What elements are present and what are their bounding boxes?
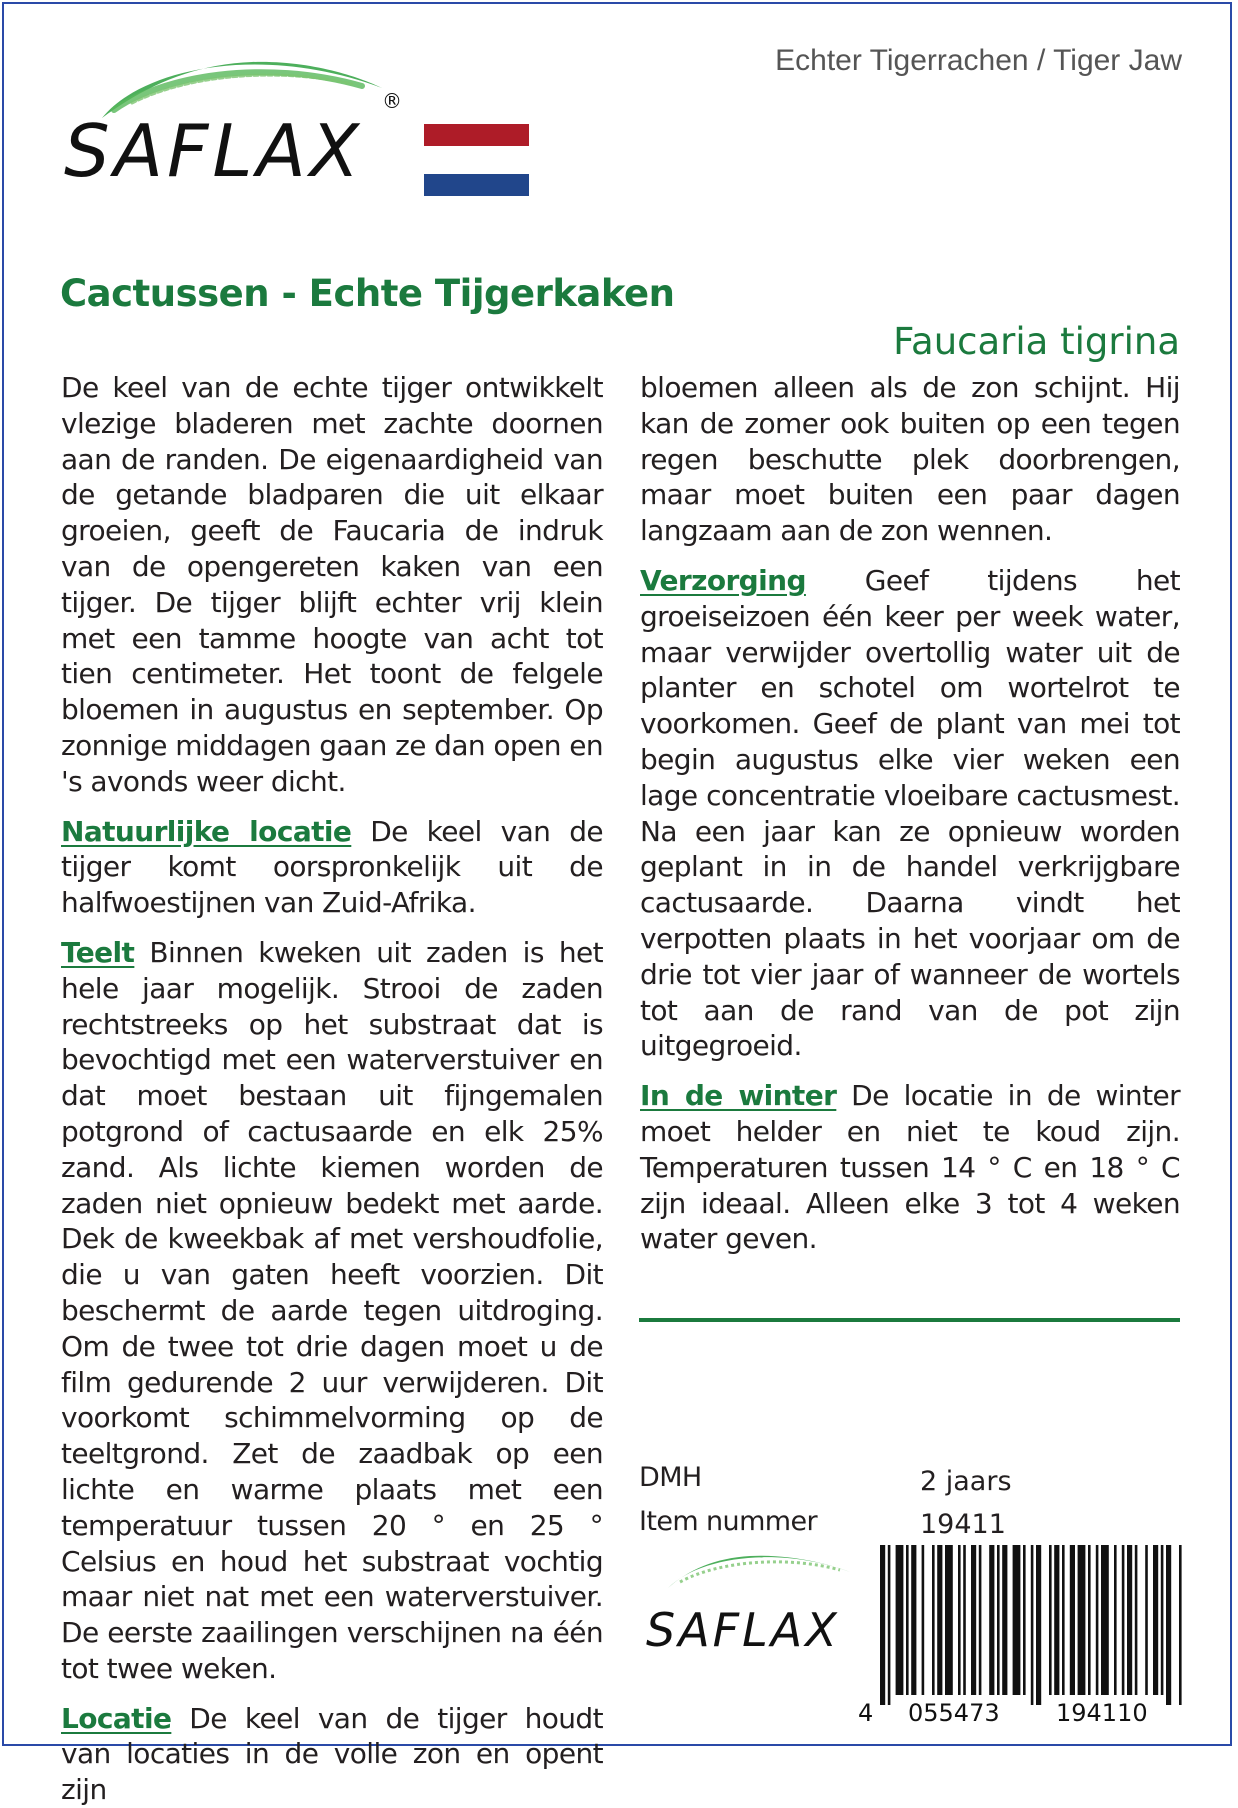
barcode-group-1: 055473	[908, 1699, 1000, 1727]
page-title: Cactussen - Echte Tijgerkaken	[60, 272, 675, 315]
left-column	[61, 370, 603, 1807]
registered-mark: ®	[382, 89, 402, 113]
barcode-bar	[1036, 1545, 1041, 1705]
natural-location-title: Natuurlijke locatie	[61, 814, 352, 848]
latin-name: Faucaria tigrina	[893, 320, 1180, 363]
locatie-text: De keel van de tijger houdt van locaties in de volle zon en opent zijn	[61, 1701, 603, 1807]
right-column	[640, 370, 1180, 1271]
intro-paragraph: De keel van de echte tijger ontwikkelt vlezige bladeren met zachte doornen aan de randen. De eigenaardigheid van de getande bladparen die uit elkaar groeien, geeft de Faucaria de indruk van de opengereten kaken van een tijger. De tijger blijft echter vrij klein met een tamme hoogte van acht tot tien centimeter. Het toont de felgele bloemen in augustus en september. Op zonnige middagen gaan ze dan open en 's avonds weer dicht.	[61, 371, 603, 798]
dmh-label: DMH	[639, 1462, 702, 1493]
natural-location-paragraph	[61, 814, 603, 921]
teelt-paragraph	[61, 935, 603, 1687]
barcode-bar	[1031, 1545, 1034, 1705]
teelt-title: Teelt	[61, 935, 135, 969]
verzorging-paragraph	[640, 563, 1180, 1064]
verzorging-text: Geef tijdens het groeiseizoen één keer per week water, maar verwijder overtollig water uit de planter en schotel om wortelrot te voorkomen. Geef de plant van mei tot begin augustus elke vier weken een lage concentratie vloeibare cactusmest. Na een jaar kan ze opnieuw worden geplant in in de handel verkrijgbare cactusaarde. Daarna vindt het verpotten plaats in het voorjaar om de drie tot vier jaar of wanneer de wortels tot aan de rand van de pot zijn uitgegroeid.	[640, 563, 1180, 1063]
barcode-bar	[1002, 1545, 1007, 1695]
barcode-bar	[1145, 1545, 1148, 1695]
barcode-bar	[979, 1545, 982, 1695]
barcode-bar	[1122, 1545, 1125, 1695]
verzorging-title: Verzorging	[640, 563, 806, 597]
barcode-bar	[1127, 1545, 1132, 1695]
barcode-bar	[1161, 1545, 1164, 1695]
barcode-bar	[1070, 1545, 1075, 1695]
winter-text: De locatie in de winter moet helder en niet te koud zijn. Temperaturen tussen 14 ° C en 18 ° C zijn ideaal. Alleen elke 3 tot 4 weken water geven.	[640, 1079, 1180, 1256]
barcode-bar	[1153, 1545, 1158, 1695]
barcode-bar	[1013, 1545, 1021, 1695]
barcode-bar	[1088, 1545, 1091, 1695]
locatie-continued: bloemen alleen als de zon schijnt. Hij kan de zomer ook buiten op een tegen regen beschutte plek doorbrengen, maar moet buiten een paar dagen langzaam aan de zon wennen.	[640, 371, 1180, 548]
barcode-bar	[922, 1545, 925, 1695]
barcode-bar	[989, 1545, 994, 1695]
barcode-bar	[1054, 1545, 1059, 1695]
natural-location-text: De keel van de tijger komt oorspronkelijk uit de halfwoestijnen van Zuid-Afrika.	[61, 814, 603, 920]
barcode-bar	[971, 1545, 976, 1695]
winter-paragraph	[640, 1078, 1180, 1257]
barcode-bar	[1078, 1545, 1086, 1695]
saflax-logo-small	[640, 1548, 860, 1658]
barcode-bar	[958, 1545, 961, 1695]
barcode-bar	[1166, 1545, 1171, 1705]
locatie-paragraph	[61, 1701, 603, 1808]
saflax-logo	[62, 48, 422, 198]
barcode-bar	[932, 1545, 935, 1695]
barcode-bar	[911, 1545, 916, 1695]
brand-text-small: SAFLAX	[646, 1603, 840, 1657]
item-number-label: Item nummer	[639, 1506, 817, 1537]
product-title: Echter Tigerrachen / Tiger Jaw	[775, 44, 1182, 77]
netherlands-flag-icon	[424, 124, 529, 196]
barcode-bar	[937, 1545, 942, 1695]
barcode-bar	[888, 1545, 891, 1705]
brand-text: SAFLAX	[64, 109, 364, 193]
barcode-bar	[1096, 1545, 1099, 1695]
barcode-bar	[1023, 1545, 1026, 1695]
locatie-title: Locatie	[61, 1701, 172, 1735]
winter-title: In de winter	[640, 1079, 837, 1113]
teelt-text: Binnen kweken uit zaden is het hele jaar mogelijk. Strooi de zaden rechtstreeks op het substraat dat is bevochtigd met een waterverstuiver en dat moet bestaan uit fijngemalen potgrond of cactusaarde en elk 25% zand. Als lichte kiemen worden de zaden niet opnieuw bedekt met aarde. Dek de kweekbak af met vershoudfolie, die u van gaten heeft voorzien. Dit beschermt de aarde tegen uitdroging. Om de twee tot drie dagen moet u de film gedurende 2 uur verwijderen. Dit voorkomt schimmelvorming op de teeltgrond. Zet de zaadbak op een lichte en warme plaats met een temperatuur tussen 20 ° en 25 ° Celsius en houd het substraat vochtig maar niet nat met een waterverstuiver. De eerste zaailingen verschijnen na één tot twee weken.	[61, 935, 603, 1685]
barcode-bar	[1135, 1545, 1138, 1695]
barcode-bar	[1179, 1545, 1182, 1705]
barcode-bar	[896, 1545, 904, 1695]
barcode-bar	[1049, 1545, 1052, 1695]
item-number-value: 19411	[920, 1509, 1006, 1540]
divider	[639, 1318, 1180, 1322]
barcode-bar	[945, 1545, 953, 1695]
barcode-bar	[1062, 1545, 1065, 1695]
dmh-value: 2 jaars	[920, 1466, 1012, 1497]
barcode-bar	[1101, 1545, 1109, 1695]
barcode-bar	[880, 1545, 885, 1705]
barcode-bar	[1114, 1545, 1117, 1695]
barcode-bar	[906, 1545, 909, 1695]
barcode	[858, 1545, 1184, 1727]
barcode-bar	[997, 1545, 1000, 1695]
barcode-prefix: 4	[858, 1699, 874, 1727]
barcode-bars	[880, 1545, 1182, 1705]
barcode-bar	[963, 1545, 966, 1695]
barcode-group-2: 194110	[1056, 1699, 1148, 1727]
